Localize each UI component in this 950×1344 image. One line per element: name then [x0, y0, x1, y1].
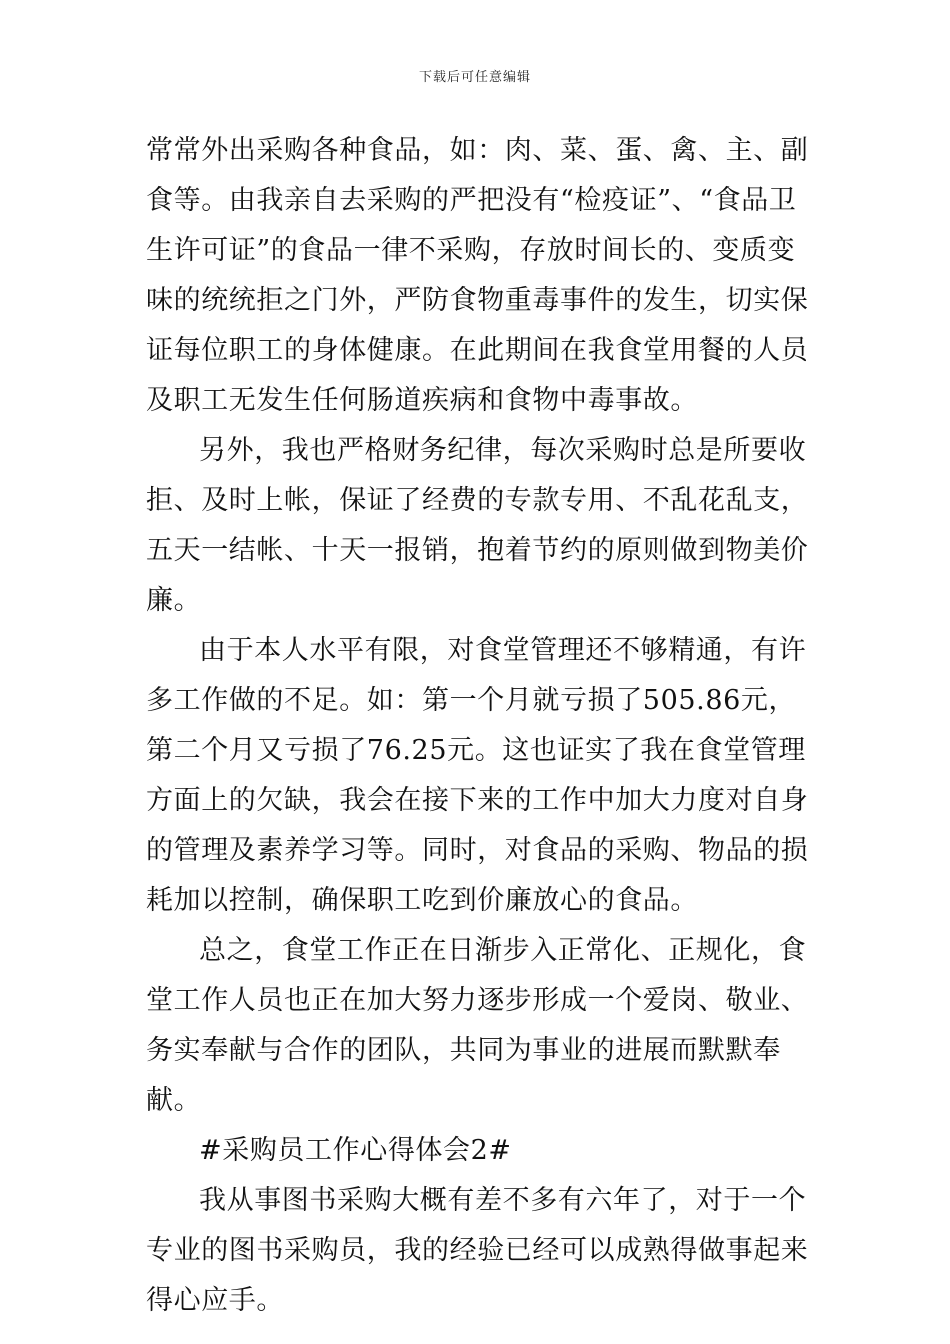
page-header-note: 下载后可任意编辑	[418, 70, 531, 85]
paragraph-continued: 常常外出采购各种食品，如：肉、菜、蛋、禽、主、副食等。由我亲自去采购的严把没有“检疫证”、“食品卫生许可证”的食品一律不采购，存放时间长的、变质变味的统统拒之门外，严防食物重毒事件的发生，切实保证每位职工的身体健康。在此期间在我食堂用餐的人员及职工无发生任何肠道疾病和食物中毒事故。	[146, 135, 809, 416]
paragraph-shortcomings: 由于本人水平有限，对食堂管理还不够精通，有许多工作做的不足。如：第一个月就亏损了505.86元，第二个月又亏损了76.25元。这也证实了我在食堂管理方面上的欠缺，我会在接下来的工作中加大力度对自身的管理及素养学习等。同时，对食品的采购、物品的损耗加以控制，确保职工吃到价廉放心的食品。	[146, 635, 809, 916]
section-heading: #采购员工作心得体会2#	[199, 1135, 512, 1166]
document-body	[146, 126, 816, 1326]
paragraph-finance: 另外，我也严格财务纪律，每次采购时总是所要收拒、及时上帐，保证了经费的专款专用、不乱花乱支，五天一结帐、十天一报销，抱着节约的原则做到物美价廉。	[146, 435, 809, 616]
paragraph-book-purchasing: 我从事图书采购大概有差不多有六年了，对于一个专业的图书采购员，我的经验已经可以成熟得做事起来得心应手。	[146, 1185, 809, 1316]
paragraph-summary: 总之，食堂工作正在日渐步入正常化、正规化，食堂工作人员也正在加大努力逐步形成一个爱岗、敬业、务实奉献与合作的团队，共同为事业的进展而默默奉献。	[146, 935, 809, 1116]
